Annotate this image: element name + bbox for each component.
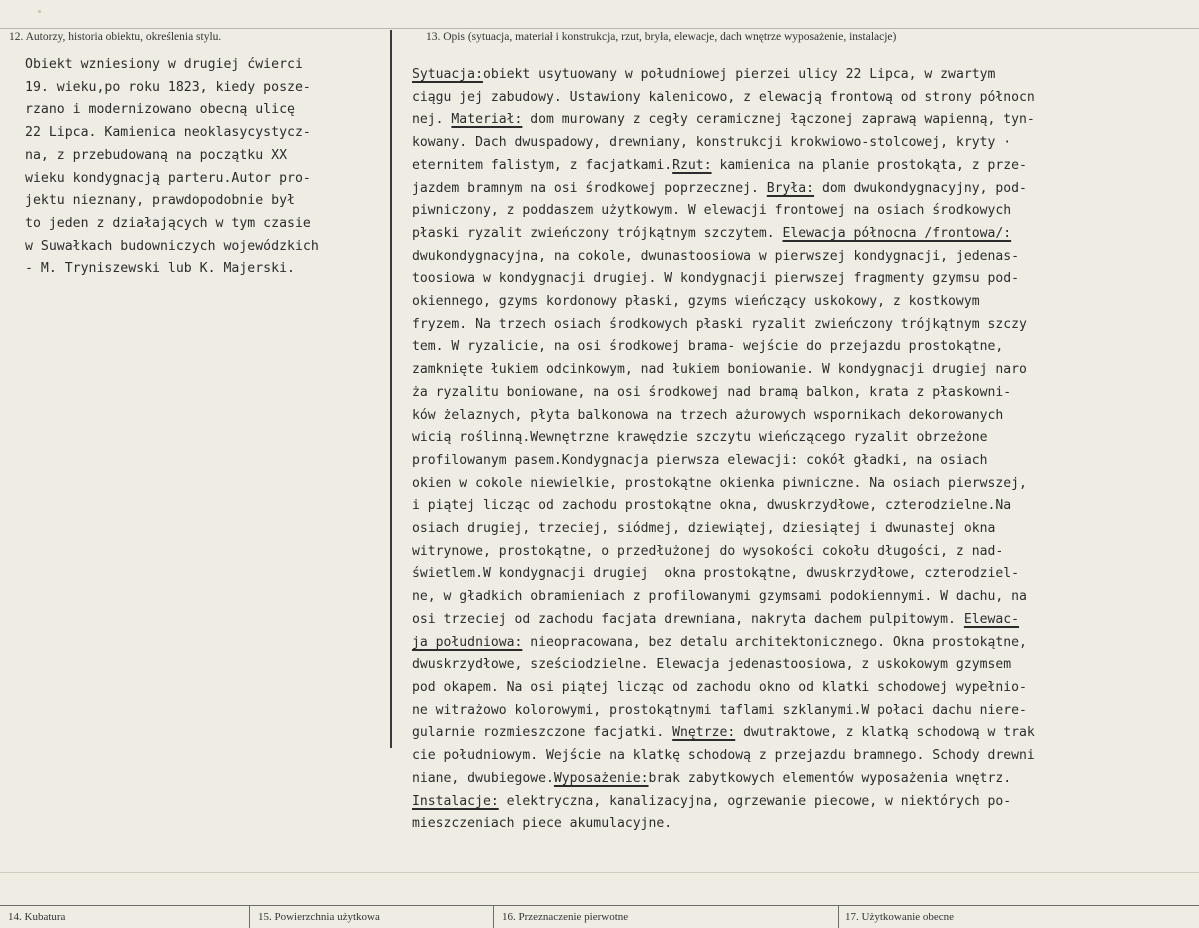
- text-segment: osiach drugiej, trzeciej, siódmej, dziewiątej, dziesiątej i dwunastej okna: [412, 521, 996, 537]
- text-line: [412, 722, 1199, 745]
- text-segment: pod okapem. Na osi piątej licząc od zachodu okno od klatki schodowej wypełnio-: [412, 679, 1027, 695]
- text-line: [412, 563, 1199, 586]
- text-line: [412, 813, 1199, 836]
- column-divider: [390, 30, 392, 748]
- text-segment: dwukondygnacyjna, na cokole, dwunastoosiowa w pierwszej kondygnacji, jedenas-: [412, 248, 1019, 264]
- text-line: [412, 314, 1199, 337]
- underlined-heading: Wnętrze:: [672, 725, 736, 741]
- text-line: Obiekt wzniesiony w drugiej ćwierci: [25, 57, 303, 72]
- text-line: [412, 87, 1199, 110]
- text-segment: eternitem falistym, z facjatkami.: [412, 157, 673, 173]
- underlined-heading: ja południowa:: [412, 634, 523, 650]
- text-segment: niane, dwubiegowe.: [412, 770, 554, 786]
- text-line: to jeden z działających w tym czasie: [25, 215, 311, 231]
- text-segment: mieszczeniach piece akumulacyjne.: [412, 816, 673, 832]
- footer-field-uzytkowanie: 17. Użytkowanie obecne: [845, 911, 955, 923]
- text-line: w Suwałkach budowniczych wojewódzkich: [25, 238, 319, 254]
- text-segment: ków żelaznych, płyta balkonowa na trzech ażurowych wspornikach dekorowanych: [412, 407, 1004, 423]
- text-segment: profilowanym pasem.Kondygnacja pierwsza elewacji: cokół gładki, na osiach: [412, 452, 988, 468]
- underlined-heading: Instalacje:: [412, 793, 499, 809]
- text-line: [412, 132, 1199, 155]
- underlined-heading: Elewac-: [963, 611, 1020, 627]
- text-segment: gularnie rozmieszczone facjatki.: [412, 725, 673, 741]
- text-line: [412, 200, 1199, 223]
- underlined-heading: Wyposażenie:: [553, 770, 649, 786]
- text-line: [412, 291, 1199, 314]
- text-segment: tem. W ryzalicie, na osi środkowej brama- wejście do przejazdu prostokątne,: [412, 339, 1004, 355]
- text-segment: witrynowe, prostokątne, o przedłużonej do wysokości cokołu długości, z nad-: [412, 543, 1004, 559]
- text-segment: fryzem. Na trzech osiach środkowych płaski ryzalit zwieńczony trójkątnym szczy: [412, 316, 1027, 332]
- footer-divider: [493, 905, 494, 928]
- text-line: [412, 268, 1199, 291]
- underlined-heading: Materiał:: [451, 112, 523, 128]
- text-line: [412, 246, 1199, 269]
- text-line: [412, 382, 1199, 405]
- text-line: [412, 336, 1199, 359]
- text-line: [412, 178, 1199, 201]
- text-line: [412, 109, 1199, 132]
- underlined-heading: Sytuacja:: [412, 67, 483, 82]
- text-line: [412, 223, 1199, 246]
- text-line: [412, 791, 1199, 814]
- footer-field-kubatura: 14. Kubatura: [8, 911, 66, 923]
- text-line: 22 Lipca. Kamienica neoklasycystycz-: [25, 125, 311, 141]
- footer-divider: [249, 905, 250, 928]
- text-segment: kamienica na planie prostokąta, z prze-: [711, 157, 1027, 173]
- text-line: [412, 64, 1199, 87]
- text-line: [412, 518, 1199, 541]
- underlined-heading: Elewacja północna /frontowa/:: [782, 225, 1012, 241]
- text-line: [412, 609, 1199, 632]
- text-segment: dom murowany z cegły ceramicznej łączonej zaprawą wapienną, tyn-: [522, 112, 1035, 128]
- text-segment: dwuskrzydłowe, sześciodzielne. Elewacja jedenastoosiowa, z uskokowym gzymsem: [412, 657, 1012, 673]
- text-line: [412, 473, 1199, 496]
- text-line: [412, 768, 1199, 791]
- section-12-heading: 12. Autorzy, historia obiektu, określenia stylu.: [9, 31, 222, 43]
- text-segment: jazdem bramnym na osi środkowej poprzecznej.: [412, 180, 767, 196]
- text-line: na, z przebudowaną na początku XX: [25, 147, 288, 163]
- text-segment: okien w cokole niewielkie, prostokątne okienka piwniczne. Na osiach pierwszej,: [412, 475, 1027, 491]
- text-line: [412, 541, 1199, 564]
- text-line: [412, 700, 1199, 723]
- paper-speck: [38, 10, 41, 13]
- text-line: [412, 586, 1199, 609]
- text-segment: świetlem.W kondygnacji drugiej okna prostokątne, dwuskrzydłowe, czterodziel-: [412, 566, 1019, 582]
- text-segment: i piątej licząc od zachodu prostokątne okna, dwuskrzydłowe, czterodzielne.Na: [412, 498, 1012, 514]
- footer-field-powierzchnia: 15. Powierzchnia użytkowa: [258, 911, 380, 923]
- text-line: wieku kondygnacją parteru.Autor pro-: [25, 170, 311, 186]
- text-segment: nieopracowana, bez detalu architektonicznego. Okna prostokątne,: [522, 634, 1027, 650]
- text-line: [412, 359, 1199, 382]
- text-segment: nej.: [412, 112, 452, 128]
- footer-field-przeznaczenie: 16. Przeznaczenie pierwotne: [502, 911, 629, 923]
- footer-rule: [0, 905, 1199, 906]
- text-line: [412, 677, 1199, 700]
- underlined-heading: Rzut:: [672, 157, 712, 173]
- section-13-heading: 13. Opis (sytuacja, materiał i konstrukcja, rzut, bryła, elewacje, dach wnętrze wyposażenie, instalacje): [426, 31, 897, 43]
- text-line: [412, 495, 1199, 518]
- text-segment: piwniczony, z poddaszem użytkowym. W elewacji frontowej na osiach środkowych: [412, 203, 1012, 219]
- top-rule: [0, 28, 1199, 29]
- text-line: [412, 450, 1199, 473]
- text-segment: kowany. Dach dwuspadowy, drewniany, konstrukcji krokwiowo-stolcowej, kryty ·: [412, 135, 1012, 151]
- description-text: [412, 64, 1199, 836]
- text-segment: ne witrażowo kolorowymi, prostokątnymi taflami szklanymi.W połaci dachu niere-: [412, 702, 1027, 718]
- text-segment: brak zabytkowych elementów wyposażenia wnętrz.: [648, 770, 1012, 786]
- authors-history-text: [25, 54, 387, 281]
- text-segment: ne, w gładkich obramieniach z profilowanymi gzymsami podokiennymi. W dachu, na: [412, 589, 1027, 605]
- text-line: [412, 654, 1199, 677]
- text-segment: wicią roślinną.Wewnętrzne krawędzie szczytu wieńczącego ryzalit obrzeżone: [412, 430, 988, 446]
- text-line: [412, 427, 1199, 450]
- text-line: - M. Tryniszewski lub K. Majerski.: [25, 261, 295, 277]
- text-segment: płaski ryzalit zwieńczony trójkątnym szczytem.: [412, 225, 783, 241]
- paper-fold: [0, 872, 1199, 873]
- text-segment: toosiowa w kondygnacji drugiej. W kondygnacji pierwszej fragmenty gzymsu pod-: [412, 271, 1019, 287]
- text-segment: zamknięte łukiem odcinkowym, nad łukiem boniowanie. W kondygnacji drugiej naro: [412, 362, 1027, 378]
- text-line: [412, 155, 1199, 178]
- text-segment: cie południowym. Wejście na klatkę schodową z przejazdu bramnego. Schody drewni: [412, 748, 1035, 764]
- text-segment: okiennego, gzyms kordonowy płaski, gzyms wieńczący uskokowy, z kostkowym: [412, 294, 980, 310]
- text-line: [412, 745, 1199, 768]
- text-segment: elektryczna, kanalizacyjna, ogrzewanie piecowe, w niektórych po-: [498, 793, 1012, 809]
- footer-divider: [838, 905, 839, 928]
- text-segment: dom dwukondygnacyjny, pod-: [814, 180, 1027, 196]
- text-segment: osi trzeciej od zachodu facjata drewniana, nakryta dachem pulpitowym.: [412, 611, 964, 627]
- text-line: [412, 632, 1199, 655]
- text-line: jektu nieznany, prawdopodobnie był: [25, 193, 295, 209]
- text-line: [412, 405, 1199, 428]
- text-segment: ża ryzalitu boniowane, na osi środkowej nad bramą balkon, krata z płaskowni-: [412, 384, 1012, 400]
- text-line: rzano i modernizowano obecną ulicę: [25, 102, 295, 118]
- text-segment: dwutraktowe, z klatką schodową w trak: [735, 725, 1035, 741]
- underlined-heading: Bryła:: [766, 180, 815, 196]
- text-segment: obiekt usytuowany w południowej pierzei ulicy 22 Lipca, w zwartym: [482, 67, 996, 82]
- text-segment: ciągu jej zabudowy. Ustawiony kalenicowo, z elewacją frontową od strony północn: [412, 89, 1035, 105]
- text-line: 19. wieku,po roku 1823, kiedy posze-: [25, 79, 311, 95]
